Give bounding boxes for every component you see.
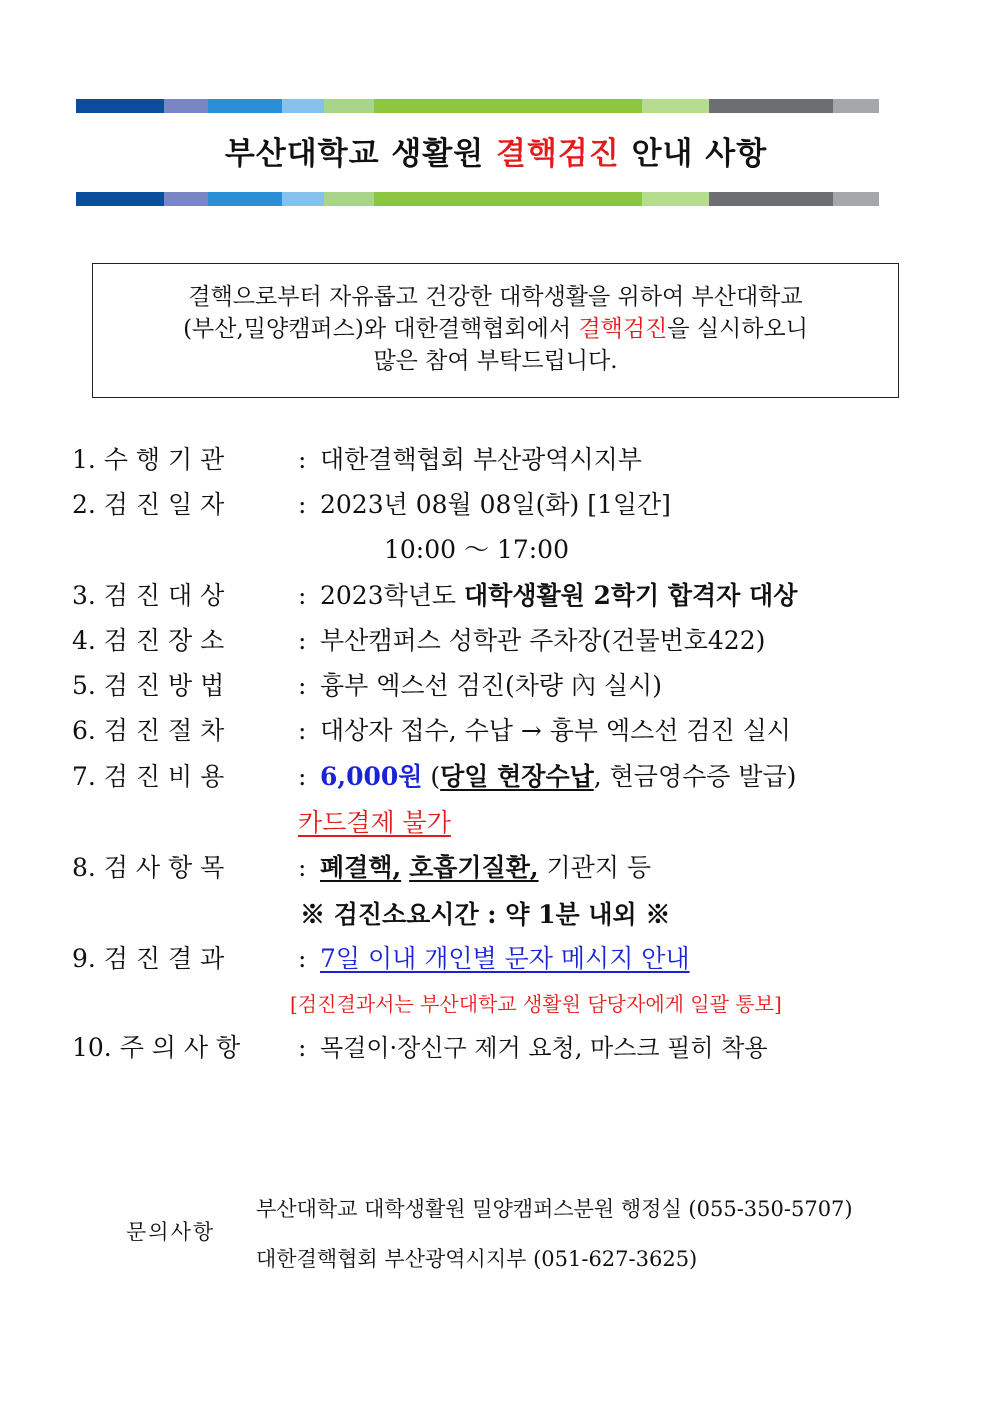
bar-segment [282, 99, 324, 113]
bar-segment [76, 99, 164, 113]
bar-segment [208, 192, 282, 206]
bar-segment [709, 99, 833, 113]
list-item-duration: ※ 검진소요시간 : 약 1분 내외 ※ [300, 900, 671, 929]
contact-line-2: 대한결핵협회 부산광역시지부 (051-627-3625) [256, 1247, 698, 1271]
list-item-organization: 1. 수 행 기 관 : 대한결핵협회 부산광역시지부 [72, 445, 642, 474]
bar-segment [374, 192, 642, 206]
bar-segment [642, 99, 709, 113]
contact-heading: 문의사항 [126, 1220, 216, 1244]
bar-segment [208, 99, 282, 113]
list-item-results-note: [검진결과서는 부산대학교 생활원 담당자에게 일괄 통보] [290, 992, 782, 1016]
notice-line-3: 많은 참여 부탁드립니다. [373, 348, 618, 374]
notice-line-1: 결핵으로부터 자유롭고 건강한 대학생활을 위하여 부산대학교 [188, 284, 803, 310]
list-item-location: 4. 검 진 장 소 : 부산캠퍼스 성학관 주차장(건물번호422) [72, 626, 766, 655]
list-item-results: 9. 검 진 결 과 : 7일 이내 개인별 문자 메시지 안내 [72, 944, 690, 973]
bar-segment [76, 192, 164, 206]
list-item-precautions: 10. 주 의 사 항 : 목걸이·장신구 제거 요청, 마스크 필히 착용 [72, 1033, 768, 1062]
list-item-target: 3. 검 진 대 상 : 2023학년도 대학생활원 2학기 합격자 대상 [72, 581, 798, 610]
header-color-bar-top [76, 99, 879, 113]
list-item-date: 2. 검 진 일 자 : 2023년 08월 08일(화) [1일간] [72, 490, 671, 519]
list-item-procedure: 6. 검 진 절 차 : 대상자 접수, 수납 → 흉부 엑스선 검진 실시 [72, 716, 791, 745]
list-item-tests: 8. 검 사 항 목 : 폐결핵, 호흡기질환, 기관지 등 [72, 853, 652, 882]
list-item-cost: 7. 검 진 비 용 : 6,000원 (당일 현장수납, 현금영수증 발급) [72, 762, 797, 791]
bar-segment [833, 99, 879, 113]
bar-segment [324, 192, 374, 206]
bar-segment [642, 192, 709, 206]
list-item-time: 10:00 ～ 17:00 [384, 535, 569, 564]
notice-line-2: (부산,밀양캠퍼스)와 대한결핵협회에서 결핵검진을 실시하오니 [183, 316, 808, 342]
bar-segment [833, 192, 879, 206]
bar-segment [374, 99, 642, 113]
list-item-cost-note: 카드결제 불가 [298, 808, 451, 837]
page-title: 부산대학교 생활원 결핵검진 안내 사항 [224, 136, 768, 172]
bar-segment [164, 99, 208, 113]
bar-segment [164, 192, 208, 206]
bar-segment [709, 192, 833, 206]
header-color-bar-bottom [76, 192, 879, 206]
notice-box [92, 263, 899, 398]
list-item-method: 5. 검 진 방 법 : 흉부 엑스선 검진(차량 內 실시) [72, 671, 662, 700]
bar-segment [282, 192, 324, 206]
contact-line-1: 부산대학교 대학생활원 밀양캠퍼스분원 행정실 (055-350-5707) [256, 1197, 853, 1221]
bar-segment [324, 99, 374, 113]
